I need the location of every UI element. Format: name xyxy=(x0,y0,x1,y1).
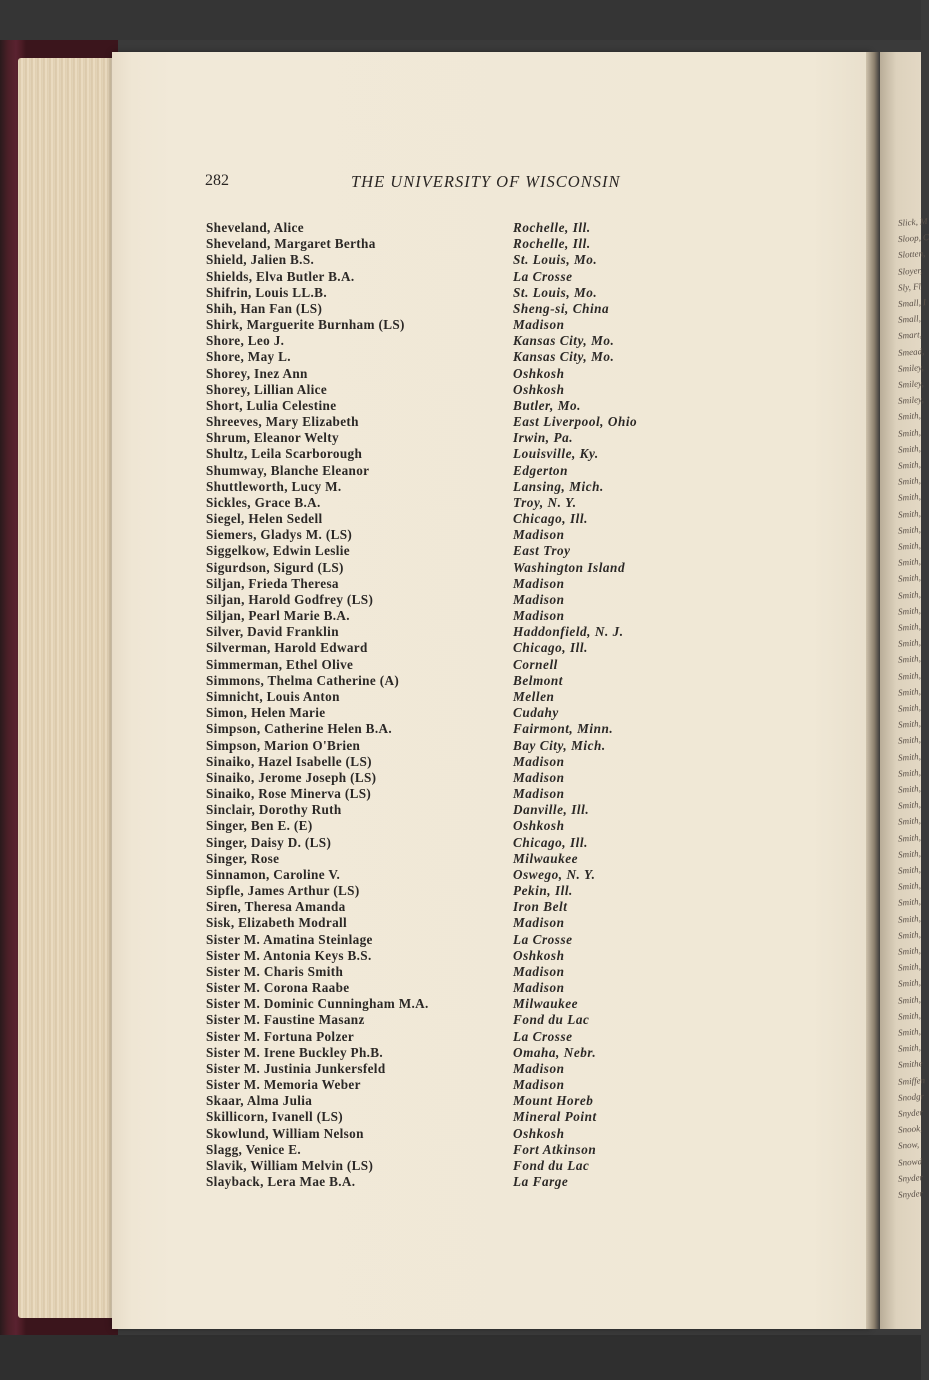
entry-place: Chicago, Ill. xyxy=(513,834,588,850)
entry-name: Shumway, Blanche Eleanor xyxy=(206,462,370,478)
list-item xyxy=(206,333,656,349)
entry-name: Sigurdson, Sigurd (LS) xyxy=(206,559,344,575)
adjacent-page-fragment: Smith, xyxy=(897,1026,922,1038)
list-item xyxy=(206,543,656,559)
list-item xyxy=(206,721,656,737)
page-number: 282 xyxy=(205,172,229,189)
entry-name: Shirk, Marguerite Burnham (LS) xyxy=(206,317,405,333)
adjacent-page-fragment: Smith, xyxy=(897,426,922,439)
background-bottom xyxy=(0,1335,921,1380)
entry-place: Iron Belt xyxy=(513,899,568,915)
entry-name: Shultz, Leila Scarborough xyxy=(206,446,363,462)
list-item xyxy=(206,754,656,770)
adjacent-page-fragment: Smith, xyxy=(897,767,922,779)
entry-name: Siren, Theresa Amanda xyxy=(206,899,346,915)
adjacent-page-fragment: Smith, xyxy=(897,686,922,698)
adjacent-page-fragment: Smith, xyxy=(897,880,922,892)
list-item xyxy=(206,689,656,705)
adjacent-page-fragment: Smith, xyxy=(897,750,922,763)
entry-place: Mellen xyxy=(513,688,555,704)
entry-place: Pekin, Ill. xyxy=(513,883,573,899)
running-head: THE UNIVERSITY OF WISCONSIN xyxy=(351,172,621,191)
entry-place: Oshkosh xyxy=(513,947,565,963)
entry-place: Irwin, Pa. xyxy=(513,430,574,446)
list-item xyxy=(206,948,656,964)
list-item xyxy=(206,640,656,656)
entry-name: Sickles, Grace B.A. xyxy=(206,494,321,510)
adjacent-page-fragment: Smith, xyxy=(897,718,922,730)
list-item xyxy=(206,220,656,236)
entry-name: Singer, Rose xyxy=(206,850,280,866)
adjacent-page-fragment: Snyder xyxy=(897,1188,924,1200)
entry-name: Shreeves, Mary Elizabeth xyxy=(206,414,359,430)
entry-name: Simmons, Thelma Catherine (A) xyxy=(206,672,400,688)
adjacent-page-fragment: Smith, xyxy=(897,734,922,747)
entry-place: Louisville, Ky. xyxy=(513,446,599,462)
list-item xyxy=(206,317,656,333)
entry-name: Sinaiko, Jerome Joseph (LS) xyxy=(206,769,377,785)
entry-place: Bay City, Mich. xyxy=(513,737,606,753)
adjacent-page-fragment: Smith, xyxy=(897,912,922,925)
adjacent-page-fragment: Snowd xyxy=(897,1155,923,1168)
entry-place: East Liverpool, Ohio xyxy=(513,414,638,430)
list-item xyxy=(206,301,656,317)
entry-place: Oshkosh xyxy=(513,381,565,397)
adjacent-page-fragment: Smith, xyxy=(897,637,922,649)
adjacent-page-fragment: Smith, xyxy=(897,621,922,633)
entry-name: Sinnamon, Caroline V. xyxy=(206,866,341,882)
list-item xyxy=(206,786,656,802)
adjacent-page-fragment: Smith, xyxy=(897,443,922,455)
list-item xyxy=(206,398,656,414)
list-item xyxy=(206,851,656,867)
entry-name: Sister M. Fortuna Polzer xyxy=(206,1028,355,1044)
adjacent-page-fragment: Sloyer, xyxy=(897,264,923,277)
entry-name: Simnicht, Louis Anton xyxy=(206,688,340,704)
list-item xyxy=(206,996,656,1012)
entry-place: Milwaukee xyxy=(513,850,579,866)
adjacent-page-fragment: Smith, xyxy=(897,410,922,423)
adjacent-page-fragment: Smith, xyxy=(897,977,922,990)
entry-place: Kansas City, Mo. xyxy=(513,349,615,365)
entry-name: Siemers, Gladys M. (LS) xyxy=(206,527,353,543)
list-item xyxy=(206,479,656,495)
entry-name: Sister M. Charis Smith xyxy=(206,963,344,979)
adjacent-page-fragment: Slick, M xyxy=(897,215,928,229)
adjacent-page-fragment: Smith, xyxy=(897,831,922,844)
entry-place: Mount Horeb xyxy=(513,1093,594,1109)
entry-place: St. Louis, Mo. xyxy=(513,284,598,300)
entry-place: Kansas City, Mo. xyxy=(513,333,615,349)
adjacent-page-fragment: Snow, xyxy=(897,1139,920,1152)
list-item xyxy=(206,366,656,382)
adjacent-page-fragment: Smith, xyxy=(897,588,922,601)
entry-place: Madison xyxy=(513,769,565,785)
list-item xyxy=(206,673,656,689)
list-item xyxy=(206,899,656,915)
entry-name: Shifrin, Louis LL.B. xyxy=(206,284,327,300)
entry-place: Butler, Mo. xyxy=(513,397,581,413)
entry-place: Cornell xyxy=(513,656,558,672)
entry-place: Madison xyxy=(513,527,565,543)
entry-name: Sister M. Irene Buckley Ph.B. xyxy=(206,1044,384,1060)
adjacent-page-fragment: Smith, xyxy=(897,961,922,973)
entry-place: Oshkosh xyxy=(513,1125,565,1141)
entry-name: Siggelkow, Edwin Leslie xyxy=(206,543,350,559)
directory-list xyxy=(206,220,656,1190)
entry-name: Sister M. Memoria Weber xyxy=(206,1077,361,1093)
adjacent-page-fragment: Smith, xyxy=(897,929,922,941)
entry-name: Shorey, Inez Ann xyxy=(206,365,308,381)
list-item xyxy=(206,511,656,527)
entry-name: Sheveland, Alice xyxy=(206,220,304,235)
adjacent-page-fragment: Smith, xyxy=(897,669,922,682)
list-item xyxy=(206,269,656,285)
adjacent-page-fragment: Smith, xyxy=(897,653,922,666)
adjacent-page-fragment: Smiffen xyxy=(897,1074,926,1087)
list-item xyxy=(206,592,656,608)
entry-place: Chicago, Ill. xyxy=(513,511,588,527)
entry-place: Washington Island xyxy=(513,559,626,575)
entry-place: Oshkosh xyxy=(513,818,565,834)
entry-name: Singer, Daisy D. (LS) xyxy=(206,834,332,850)
entry-name: Sipfle, James Arthur (LS) xyxy=(206,883,360,899)
book-gutter xyxy=(866,52,880,1329)
entry-name: Sister M. Justinia Junkersfeld xyxy=(206,1060,386,1076)
entry-place: Fond du Lac xyxy=(513,1157,590,1173)
entry-place: La Farge xyxy=(513,1174,569,1190)
entry-name: Shore, May L. xyxy=(206,349,291,365)
adjacent-page-fragment: Smiley, xyxy=(897,394,925,407)
adjacent-page-fragment: Smith, xyxy=(897,491,922,504)
entry-place: Madison xyxy=(513,591,565,607)
background-top xyxy=(0,0,921,40)
adjacent-page xyxy=(880,52,929,1329)
entry-name: Simon, Helen Marie xyxy=(206,705,326,721)
entry-name: Shih, Han Fan (LS) xyxy=(206,300,323,316)
entry-name: Shorey, Lillian Alice xyxy=(206,381,328,397)
entry-place: Cudahy xyxy=(513,705,559,721)
adjacent-page-fragment: Smith, xyxy=(897,507,922,520)
entry-place: Belmont xyxy=(513,672,564,688)
adjacent-page-fragment: Smith, xyxy=(897,1042,922,1054)
list-item xyxy=(206,349,656,365)
entry-place: La Crosse xyxy=(513,1028,573,1044)
entry-place: St. Louis, Mo. xyxy=(513,252,598,268)
entry-name: Simmerman, Ethel Olive xyxy=(206,656,354,672)
list-item xyxy=(206,252,656,268)
entry-place: Sheng-si, China xyxy=(513,300,610,316)
adjacent-page-fragment: Smith, xyxy=(897,572,922,585)
adjacent-page-fragment: Smiley, xyxy=(897,361,925,374)
list-item xyxy=(206,1109,656,1125)
list-item xyxy=(206,1093,656,1109)
entry-name: Singer, Ben E. (E) xyxy=(206,818,313,834)
entry-name: Shields, Elva Butler B.A. xyxy=(206,268,355,284)
entry-name: Sister M. Faustine Masanz xyxy=(206,1012,365,1028)
adjacent-page-fragment: Smith, xyxy=(897,475,922,487)
entry-name: Skaar, Alma Julia xyxy=(206,1093,313,1109)
page-edges xyxy=(18,58,118,1318)
entry-place: Oswego, N. Y. xyxy=(513,866,596,882)
adjacent-page-fragment: Smead, xyxy=(897,345,925,358)
list-item xyxy=(206,463,656,479)
entry-place: Omaha, Nebr. xyxy=(513,1044,597,1060)
entry-place: La Crosse xyxy=(513,931,573,947)
list-item xyxy=(206,1029,656,1045)
entry-place: Danville, Ill. xyxy=(513,802,590,818)
list-item xyxy=(206,382,656,398)
list-item xyxy=(206,738,656,754)
adjacent-page-fragment: Small, I xyxy=(897,297,927,309)
entry-name: Sinclair, Dorothy Ruth xyxy=(206,802,342,818)
adjacent-page-fragment: Sly, Fl xyxy=(897,281,922,293)
list-item xyxy=(206,964,656,980)
adjacent-page-fragment: Smith, xyxy=(897,799,922,811)
list-item xyxy=(206,932,656,948)
list-item xyxy=(206,802,656,818)
adjacent-page-fragment: Smith, xyxy=(897,848,922,860)
adjacent-page-fragment: Smith, xyxy=(897,459,922,471)
entry-name: Shrum, Eleanor Welty xyxy=(206,430,339,446)
adjacent-page-fragment: Snook, xyxy=(897,1123,923,1136)
adjacent-page-fragment: Smith, xyxy=(897,540,922,552)
entry-name: Slagg, Venice E. xyxy=(206,1141,301,1157)
adjacent-page-fragment: Smith, xyxy=(897,524,922,536)
entry-name: Siljan, Harold Godfrey (LS) xyxy=(206,591,374,607)
entry-name: Silver, David Franklin xyxy=(206,624,339,640)
entry-place: Oshkosh xyxy=(513,365,565,381)
entry-place: Madison xyxy=(513,608,565,624)
list-item xyxy=(206,705,656,721)
adjacent-page-fragment: Smith, xyxy=(897,815,922,828)
entry-place: Madison xyxy=(513,963,565,979)
list-item xyxy=(206,915,656,931)
entry-name: Skowlund, William Nelson xyxy=(206,1125,364,1141)
entry-place: Rochelle, Ill. xyxy=(513,220,591,235)
entry-name: Sister M. Amatina Steinlage xyxy=(206,931,373,947)
list-item xyxy=(206,1126,656,1142)
page-header xyxy=(205,172,675,194)
entry-place: Mineral Point xyxy=(513,1109,597,1125)
entry-name: Shore, Leo J. xyxy=(206,333,285,349)
entry-name: Slavik, William Melvin (LS) xyxy=(206,1157,374,1173)
entry-name: Short, Lulia Celestine xyxy=(206,397,337,413)
entry-place: Fort Atkinson xyxy=(513,1141,597,1157)
entry-place: Milwaukee xyxy=(513,996,579,1012)
adjacent-page-fragment: Small, xyxy=(897,313,922,325)
entry-place: Madison xyxy=(513,753,565,769)
entry-name: Siljan, Frieda Theresa xyxy=(206,575,339,591)
adjacent-page-fragment: Snyder xyxy=(897,1107,924,1119)
list-item xyxy=(206,1077,656,1093)
list-item xyxy=(206,867,656,883)
entry-name: Shield, Jalien B.S. xyxy=(206,252,315,268)
list-item xyxy=(206,236,656,252)
adjacent-page-fragment: Smith, xyxy=(897,993,922,1006)
entry-name: Silverman, Harold Edward xyxy=(206,640,368,656)
entry-place: Madison xyxy=(513,980,565,996)
list-item xyxy=(206,495,656,511)
list-item xyxy=(206,608,656,624)
list-item xyxy=(206,624,656,640)
entry-place: Chicago, Ill. xyxy=(513,640,588,656)
entry-name: Simpson, Marion O'Brien xyxy=(206,737,361,753)
list-item xyxy=(206,527,656,543)
entry-place: East Troy xyxy=(513,543,571,559)
entry-name: Sister M. Corona Raabe xyxy=(206,980,350,996)
entry-name: Sinaiko, Hazel Isabelle (LS) xyxy=(206,753,372,769)
entry-place: Haddonfield, N. J. xyxy=(513,624,624,640)
adjacent-page-fragment: Smith, xyxy=(897,556,922,568)
entry-place: Edgerton xyxy=(513,462,568,478)
adjacent-page-fragment: Smithe xyxy=(897,1058,923,1071)
entry-place: Fond du Lac xyxy=(513,1012,590,1028)
adjacent-page-fragment: Sloop, C xyxy=(897,232,929,245)
list-item xyxy=(206,1045,656,1061)
entry-name: Sheveland, Margaret Bertha xyxy=(206,236,376,252)
entry-name: Skillicorn, Ivanell (LS) xyxy=(206,1109,343,1125)
entry-name: Siegel, Helen Sedell xyxy=(206,511,323,527)
entry-place: Madison xyxy=(513,915,565,931)
entry-place: Lansing, Mich. xyxy=(513,478,604,494)
adjacent-page-fragment: Slotten, xyxy=(897,248,926,261)
list-item xyxy=(206,657,656,673)
entry-name: Simpson, Catherine Helen B.A. xyxy=(206,721,392,737)
adjacent-page-fragment: Smiley, xyxy=(897,378,925,390)
entry-name: Sister M. Dominic Cunningham M.A. xyxy=(206,996,429,1012)
list-item xyxy=(206,430,656,446)
list-item xyxy=(206,446,656,462)
adjacent-page-fragment: Smart, xyxy=(897,329,923,342)
list-item xyxy=(206,1012,656,1028)
entry-place: Madison xyxy=(513,317,565,333)
adjacent-page-fragment: Smith, xyxy=(897,783,922,795)
list-item xyxy=(206,560,656,576)
list-item xyxy=(206,285,656,301)
adjacent-page-fragment: Snodgr xyxy=(897,1090,925,1103)
adjacent-page-fragment: Smith, xyxy=(897,702,922,714)
list-item xyxy=(206,1061,656,1077)
entry-name: Siljan, Pearl Marie B.A. xyxy=(206,608,350,624)
adjacent-page-fragment: Smith, xyxy=(897,1010,922,1022)
list-item xyxy=(206,1142,656,1158)
list-item xyxy=(206,1158,656,1174)
entry-place: Troy, N. Y. xyxy=(513,494,577,510)
adjacent-page-fragment: Smith, xyxy=(897,945,922,957)
entry-place: Fairmont, Minn. xyxy=(513,721,614,737)
entry-name: Sister M. Antonia Keys B.S. xyxy=(206,947,372,963)
entry-name: Sinaiko, Rose Minerva (LS) xyxy=(206,786,372,802)
entry-place: Madison xyxy=(513,1060,565,1076)
list-item xyxy=(206,1174,656,1190)
entry-place: Rochelle, Ill. xyxy=(513,236,591,252)
adjacent-page-fragment: Smith, xyxy=(897,896,922,909)
list-item xyxy=(206,576,656,592)
entry-place: Madison xyxy=(513,575,565,591)
list-item xyxy=(206,835,656,851)
list-item xyxy=(206,883,656,899)
entry-place: Madison xyxy=(513,786,565,802)
entry-place: Madison xyxy=(513,1077,565,1093)
list-item xyxy=(206,414,656,430)
list-item xyxy=(206,980,656,996)
list-item xyxy=(206,818,656,834)
list-item xyxy=(206,770,656,786)
adjacent-page-fragment: Smith, xyxy=(897,864,922,876)
adjacent-page-fragment: Snyder xyxy=(897,1171,924,1184)
entry-name: Slayback, Lera Mae B.A. xyxy=(206,1174,356,1190)
entry-name: Sisk, Elizabeth Modrall xyxy=(206,915,348,931)
entry-place: La Crosse xyxy=(513,268,573,284)
adjacent-page-fragment: Smith, xyxy=(897,605,922,617)
entry-name: Shuttleworth, Lucy M. xyxy=(206,478,342,494)
